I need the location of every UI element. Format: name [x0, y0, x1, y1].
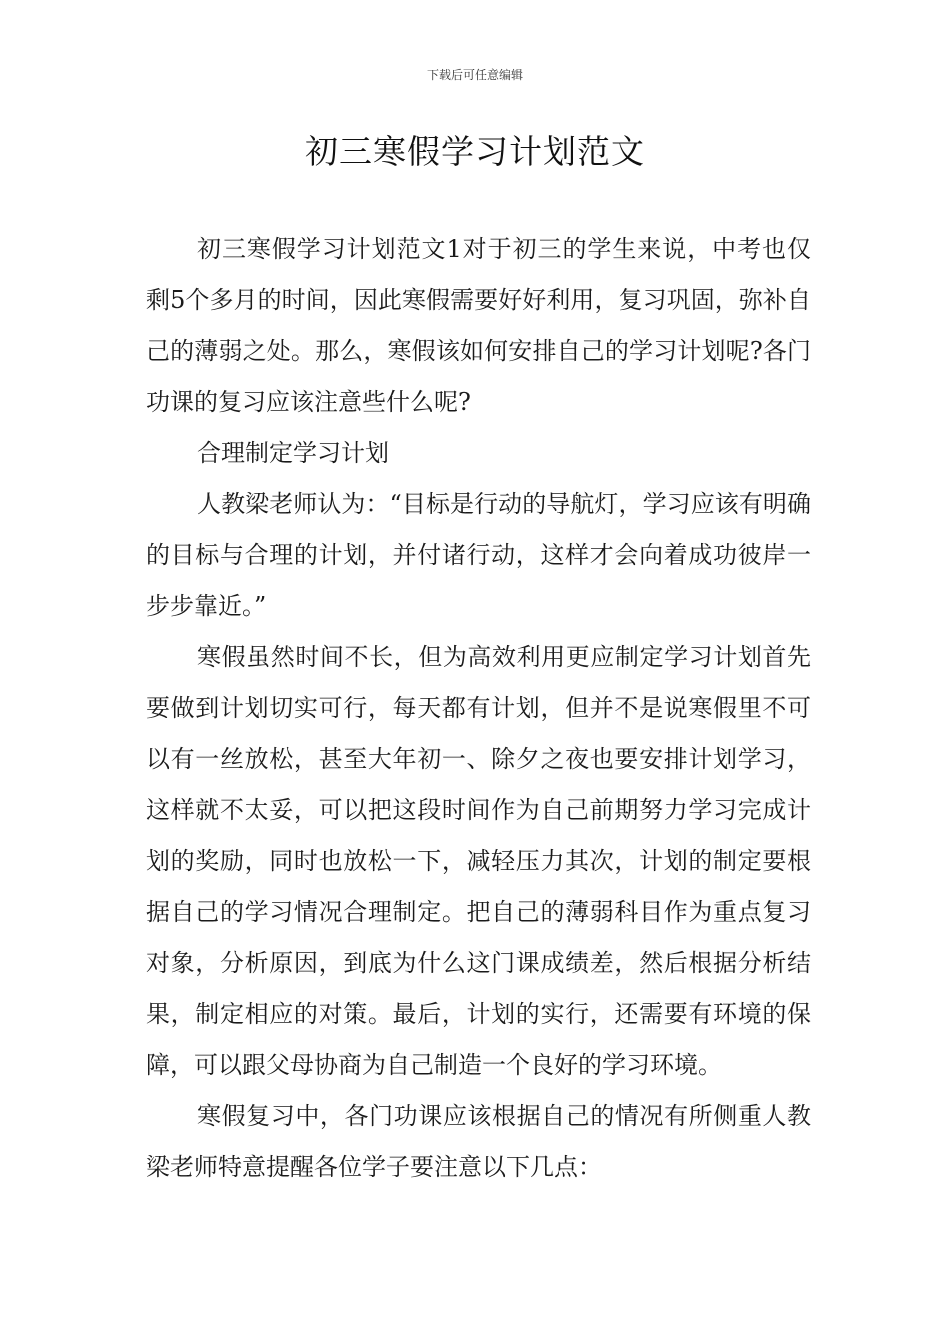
- paragraph-intro: 初三寒假学习计划范文1对于初三的学生来说，中考也仅剩5个多月的时间，因此寒假需要好好利用，复习巩固，弥补自己的薄弱之处。那么，寒假该如何安排自己的学习计划呢?各门功课的复习应该注意些什么呢?: [146, 235, 811, 416]
- paragraph-review: 寒假复习中，各门功课应该根据自己的情况有所侧重人教梁老师特意提醒各位学子要注意以下几点：: [146, 1102, 811, 1181]
- paragraph-quote: 人教梁老师认为：“目标是行动的导航灯，学习应该有明确的目标与合理的计划，并付诸行动，这样才会向着成功彼岸一步步靠近。”: [146, 490, 811, 620]
- document-body: [146, 224, 811, 1193]
- paragraph-planning: 寒假虽然时间不长，但为高效利用更应制定学习计划首先要做到计划切实可行，每天都有计划，但并不是说寒假里不可以有一丝放松，甚至大年初一、除夕之夜也要安排计划学习，这样就不太妥，可以把这段时间作为自己前期努力学习完成计划的奖励，同时也放松一下，减轻压力其次，计划的制定要根据自己的学习情况合理制定。把自己的薄弱科目作为重点复习对象，分析原因，到底为什么这门课成绩差，然后根据分析结果，制定相应的对策。最后，计划的实行，还需要有环境的保障，可以跟父母协商为自己制造一个良好的学习环境。: [146, 643, 811, 1079]
- header-note: 下载后可任意编辑: [426, 68, 523, 82]
- document-title: 初三寒假学习计划范文: [305, 132, 645, 171]
- paragraph-heading: 合理制定学习计划: [197, 439, 389, 467]
